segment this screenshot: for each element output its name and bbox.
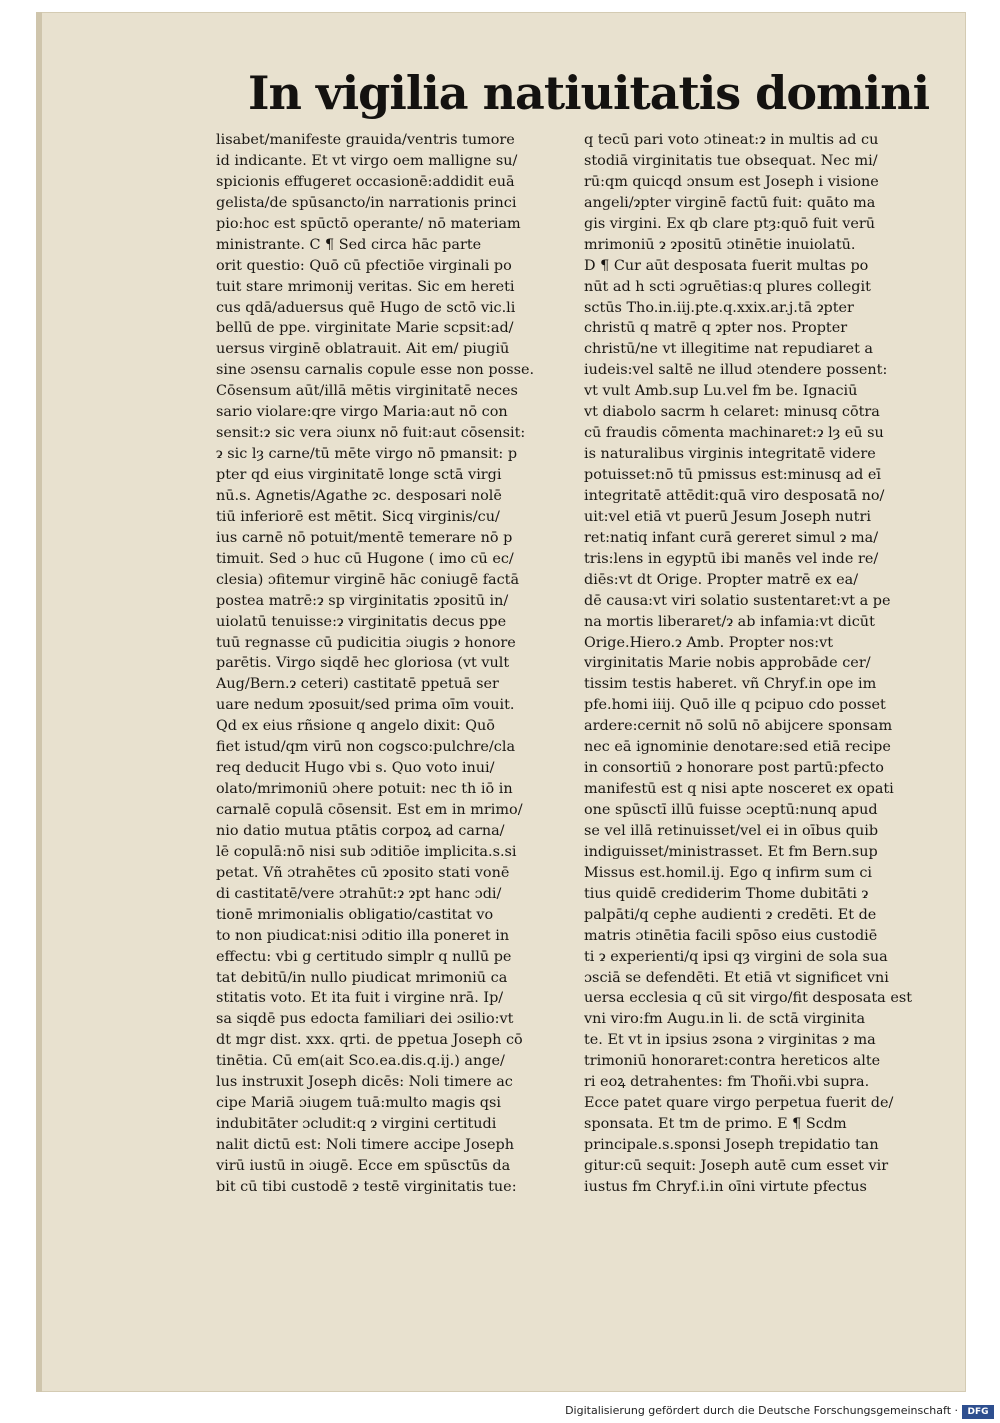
text-line: bellū de ppe. virginitate Marie scpsit:ad/ <box>216 320 514 337</box>
text-line: matris ɔtinētia facili spōso eius custodiē <box>584 927 878 944</box>
text-line: tuit stare mrimonij veritas. Sic em hereti <box>216 278 515 295</box>
text-line: mrimoniū ɂ ɂpositū ɔtinētie inuiolatū. <box>584 236 856 253</box>
text-line: ardere:cernit nō solū nō abijcere sponsam <box>584 718 893 735</box>
text-line: uiolatū tenuisse:ɂ virginitatis decus ppe <box>216 613 507 630</box>
text-line: iudeis:vel saltē ne illud ɔtendere possent: <box>584 362 888 379</box>
text-line: uersus virginē oblatrauit. Ait em/ piugiū <box>216 341 510 358</box>
text-line: sctūs Tho.in.iij.pte.q.xxix.ar.j.tā ɂpter <box>584 299 854 316</box>
text-line: cus qdā/aduersus quē Hugo de sctō vic.li <box>216 299 516 316</box>
text-line: Qd ex eius rñsione q angelo dixit: Quō <box>216 718 495 735</box>
text-line: potuisset:nō tū pmissus est:minusq ad eī <box>584 467 882 483</box>
text-line: D ¶ Cur aūt desposata fuerit multas po <box>584 257 869 274</box>
page-fold-shadow <box>36 12 42 1392</box>
right-text-column <box>584 130 964 1198</box>
text-line: lus instruxit Joseph dicēs: Noli timere ac <box>216 1074 513 1091</box>
text-line: tuū regnasse cū pudicitia ɔiugis ɂ honore <box>216 634 516 651</box>
text-line: req deducit Hugo vbi s. Quo voto inui/ <box>216 760 495 777</box>
text-line: uersa ecclesia q cū sit virgo/fit desposata est <box>584 990 912 1007</box>
text-line: virginitatis Marie nobis approbāde cer/ <box>584 655 871 672</box>
text-line: manifestū est q nisi apte nosceret ex opati <box>584 781 894 798</box>
text-line: diēs:vt dt Orige. Propter matrē ex ea/ <box>584 571 859 588</box>
text-line: timuit. Sed ɔ huc cū Hugone ( imo cū ec/ <box>216 550 514 567</box>
text-line: gis virgini. Ex qb clare ptȝ:quō fuit verū <box>584 215 876 232</box>
text-line: cipe Mariā ɔiugem tuā:multo magis qsi <box>216 1095 502 1112</box>
text-line: bit cū tibi custodē ɂ testē virginitatis tue: <box>216 1178 517 1195</box>
text-line: se vel illā retinuisset/vel ei in oībus quib <box>584 822 879 839</box>
text-line: petat. Vñ ɔtrahētes cū ɂposito stati vonē <box>216 864 510 881</box>
text-line: rū:qm quicqd ɔnsum est Joseph i visione <box>584 173 879 190</box>
text-line: vt diabolo sacrm h celaret: minusq cōtra <box>584 404 880 421</box>
text-line: uit:vel etiā vt puerū Jesum Joseph nutri <box>584 508 871 525</box>
text-line: na mortis liberaret/ɂ ab infamia:vt dicūt <box>584 613 875 630</box>
text-line: dt mgr dist. xxx. qrti. de ppetua Joseph cō <box>216 1032 523 1049</box>
text-line: pio:hoc est spūctō operante/ nō materiam <box>216 215 521 232</box>
text-line: one spūsctī illū fuisse ɔceptū:nunq apud <box>584 802 878 818</box>
text-line: sine ɔsensu carnalis copule esse non posse. <box>216 362 535 379</box>
text-line: clesia) ɔfitemur virginē hāc coniugē factā <box>216 571 520 588</box>
text-line: ministrante. C ¶ Sed circa hāc parte <box>216 236 482 253</box>
left-text-column <box>216 130 574 1198</box>
text-line: trimoniū honoraret:contra hereticos alte <box>584 1053 881 1070</box>
page-heading: In vigilia natiuitatis domini <box>248 66 930 120</box>
text-line: principale.s.sponsi Joseph trepidatio tan <box>584 1137 879 1153</box>
text-line: dē causa:vt viri solatio sustentaret:vt a pe <box>584 592 891 609</box>
text-line: Aug/Bern.ɂ ceteri) castitatē ppetuā ser <box>216 676 499 693</box>
text-line: ret:natiq infant curā gereret simul ɂ ma/ <box>584 529 879 546</box>
text-line: christū/ne vt illegitime nat repudiaret a <box>584 341 874 358</box>
text-line: tiū inferiorē est mētit. Sicq virginis/cu/ <box>216 508 500 525</box>
text-line: Missus est.homil.ij. Ego q infirm sum ci <box>584 864 873 881</box>
text-line: postea matrē:ɂ sp virginitatis ɂpositū in/ <box>216 592 509 609</box>
text-line: nec eā ignominie denotare:sed etiā recipe <box>584 739 891 756</box>
text-line: Orige.Hiero.ɂ Amb. Propter nos:vt <box>584 634 834 651</box>
digitization-credit: Digitalisierung gefördert durch die Deutsche Forschungsgemeinschaft · <box>565 1404 958 1417</box>
text-line: in consortiū ɂ honorare post partū:pfecto <box>584 760 884 777</box>
text-line: Cōsensum aūt/illā mētis virginitatē neces <box>216 383 518 400</box>
text-line: christū q matrē q ɂpter nos. Propter <box>584 320 848 337</box>
text-line: nūt ad h scti ɔgruētias:q plures collegit <box>584 278 871 295</box>
text-line: is naturalibus virginis integritatē videre <box>584 446 876 463</box>
text-line: q tecū pari voto ɔtineat:ɂ in multis ad cu <box>584 132 879 148</box>
text-line: ti ɂ experienti/q ipsi qȝ virgini de sola sua <box>584 948 888 965</box>
text-line: vni viro:fm Augu.in li. de sctā virginita <box>584 1011 866 1028</box>
text-line: di castitatē/vere ɔtrahūt:ɂ ɂpt hanc ɔdi/ <box>216 885 502 902</box>
text-line: pfe.homi iiij. Quō ille q pcipuo cdo posset <box>584 697 886 714</box>
text-line: carnalē copulā cōsensit. Est em in mrimo/ <box>216 802 523 818</box>
text-line: tat debitū/in nullo piudicat mrimoniū ca <box>216 969 508 986</box>
text-line: ius carnē nō potuit/mentē temerare nō p <box>216 529 513 546</box>
text-line: gitur:cū sequit: Joseph autē cum esset vir <box>584 1157 889 1174</box>
text-line: nio datio mutua ptātis corpoꝝ ad carna/ <box>216 822 505 839</box>
text-line: parētis. Virgo siqdē hec gloriosa (vt vult <box>216 655 510 672</box>
text-line: indubitāter ɔcludit:q ɂ virgini certitudi <box>216 1116 497 1133</box>
text-line: iustus fm Chryf.i.in oīni virtute pfectus <box>584 1178 867 1195</box>
text-line: lisabet/manifeste grauida/ventris tumore <box>216 132 515 148</box>
text-line: sario violare:qre virgo Maria:aut nō con <box>216 404 508 421</box>
text-line: te. Et vt in ipsius ɂsona ɂ virginitas ɂ ma <box>584 1032 876 1049</box>
text-line: gelista/de spūsancto/in narrationis princi <box>216 194 517 211</box>
text-line: nalit dictū est: Noli timere accipe Joseph <box>216 1137 514 1153</box>
text-line: Ecce patet quare virgo perpetua fuerit de/ <box>584 1095 894 1112</box>
text-line: sensit:ɂ sic vera ɔiunx nō fuit:aut cōsensit: <box>216 425 526 442</box>
text-line: tius quidē crediderim Thome dubitāti ɂ <box>584 885 869 902</box>
text-line: ɔsciā se defendēti. Et etiā vt significet vni <box>584 969 889 986</box>
text-line: sponsata. Et tm de primo. E ¶ Scdm <box>584 1116 847 1133</box>
text-line: nū.s. Agnetis/Agathe ɂc. desposari nolē <box>216 487 502 504</box>
text-line: lē copulā:nō nisi sub ɔditiōe implicita.s.si <box>216 843 517 860</box>
text-line: olato/mrimoniū ɔhere potuit: nec th iō in <box>216 781 513 798</box>
text-line: tris:lens in egyptū ibi manēs vel inde re/ <box>584 550 879 567</box>
text-line: indiguisset/ministrasset. Et fm Bern.sup <box>584 843 878 860</box>
text-line: virū iustū in ɔiugē. Ecce em spūsctūs da <box>216 1157 511 1174</box>
text-line: tinētia. Cū em(ait Sco.ea.dis.q.ij.) ange/ <box>216 1053 505 1070</box>
text-line: effectu: vbi g certitudo simplr q nullū pe <box>216 948 512 965</box>
text-line: pter qd eius virginitatē longe sctā virgi <box>216 467 502 483</box>
text-line: id indicante. Et vt virgo oem malligne su/ <box>216 152 518 169</box>
text-line: uare nedum ɂposuit/sed prima oīm vouit. <box>216 697 515 714</box>
dfg-logo: DFG <box>962 1405 994 1419</box>
text-line: stitatis voto. Et ita fuit i virgine nrā. Ip/ <box>216 990 504 1007</box>
text-line: to non piudicat:nisi ɔditio illa poneret in <box>216 927 510 944</box>
text-line: ri eoꝝ detrahentes: fm Thoñi.vbi supra. <box>584 1074 870 1091</box>
text-line: tionē mrimonialis obligatio/castitat vo <box>216 906 494 923</box>
text-line: angeli/ɂpter virginē factū fuit: quāto ma <box>584 194 876 211</box>
text-line: cū fraudis cōmenta machinaret:ɂ lȝ eū su <box>584 425 884 442</box>
text-line: stodiā virginitatis tue obsequat. Nec mi/ <box>584 152 878 169</box>
text-line: tissim testis haberet. vñ Chryf.in ope im <box>584 676 877 693</box>
text-line: integritatē attēdit:quā viro desposatā no/ <box>584 487 885 504</box>
text-line: ɂ sic lȝ carne/tū mēte virgo nō pmansit: p <box>216 446 518 463</box>
text-line: spicionis effugeret occasionē:addidit euā <box>216 173 515 190</box>
text-line: orit questio: Quō cū pfectiōe virginali po <box>216 257 512 274</box>
text-line: sa siqdē pus edocta familiari dei ɔsilio:vt <box>216 1011 514 1028</box>
text-line: palpāti/q cephe audienti ɂ credēti. Et de <box>584 906 877 923</box>
text-line: fiet istud/qm virū non cogsco:pulchre/cla <box>216 739 516 756</box>
text-line: vt vult Amb.sup Lu.vel fm be. Ignaciū <box>584 383 858 400</box>
